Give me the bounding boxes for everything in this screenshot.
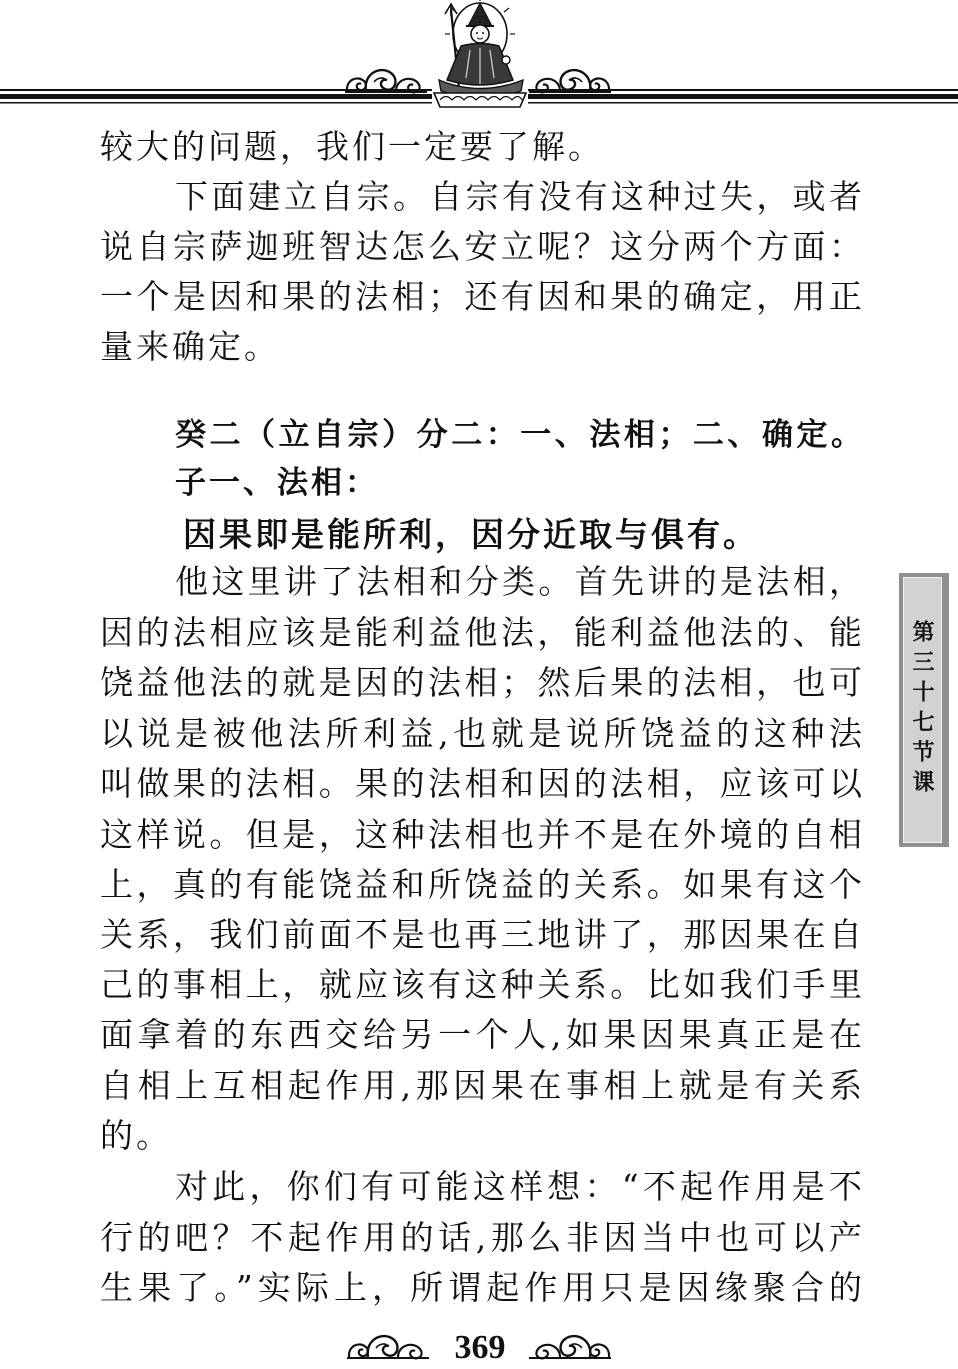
body-line: 说自宗萨迦班智达怎么安立呢？这分两个方面： — [100, 227, 862, 266]
chapter-side-tab-panel — [903, 577, 942, 843]
header-rule-left-thin-bottom — [0, 102, 432, 104]
body-line: 生果了。”实际上，所谓起作用只是因缘聚合的 — [100, 1268, 862, 1307]
body-line: 对此，你们有可能这样想：“不起作用是不 — [175, 1167, 862, 1206]
body-line: 上，真的有能饶益和所饶益的关系。如果有这个 — [100, 865, 862, 904]
body-line: 的。 — [100, 1116, 172, 1155]
body-line: 饶益他法的就是因的法相；然后果的法相，也可 — [100, 663, 862, 702]
footer-cloud-ornament-left — [347, 1336, 429, 1358]
page-number: 369 — [454, 1329, 506, 1366]
body-line: 关系，我们前面不是也再三地讲了，那因果在自 — [100, 915, 862, 954]
header-rule-left-thin-top — [0, 89, 432, 91]
verse-line: 因果即是能所利，因分近取与俱有。 — [183, 515, 759, 554]
footer-cloud-ornament-right — [529, 1336, 611, 1358]
header-rule-right-thick — [528, 94, 958, 99]
page-header-ornament — [0, 0, 958, 112]
chapter-tab-label: 第三十七节课 — [909, 620, 935, 800]
guru-figure-image — [434, 0, 526, 107]
body-line: 面拿着的东西交给另一个人,如果因果真正是在 — [100, 1015, 862, 1054]
body-line: 他这里讲了法相和分类。首先讲的是法相， — [175, 562, 862, 601]
body-line: 一个是因和果的法相；还有因和果的确定，用正 — [100, 277, 862, 316]
section-heading-line: 子一、法相： — [175, 465, 379, 501]
section-heading-line: 癸二（立自宗）分二：一、法相；二、确定。 — [175, 417, 862, 453]
body-line: 较大的问题，我们一定要了解。 — [100, 127, 604, 166]
body-line: 己的事相上，就应该有这种关系。比如我们手里 — [100, 965, 862, 1004]
body-line: 叫做果的法相。果的法相和因的法相，应该可以 — [100, 764, 862, 803]
body-line: 以说是被他法所利益,也就是说所饶益的这种法 — [100, 714, 862, 753]
body-line: 量来确定。 — [100, 327, 280, 366]
body-line: 因的法相应该是能利益他法，能利益他法的、能 — [100, 613, 862, 652]
body-line: 自相上互相起作用,那因果在事相上就是有关系 — [100, 1066, 862, 1105]
chapter-side-tab — [899, 573, 949, 847]
body-line: 行的吧？不起作用的话,那么非因当中也可以产 — [100, 1218, 862, 1257]
header-rule-left-thick — [0, 94, 432, 99]
header-rule-right-thin-bottom — [528, 102, 958, 104]
body-line: 下面建立自宗。自宗有没有这种过失，或者 — [175, 177, 862, 216]
body-line: 这样说。但是，这种法相也并不是在外境的自相 — [100, 815, 862, 854]
